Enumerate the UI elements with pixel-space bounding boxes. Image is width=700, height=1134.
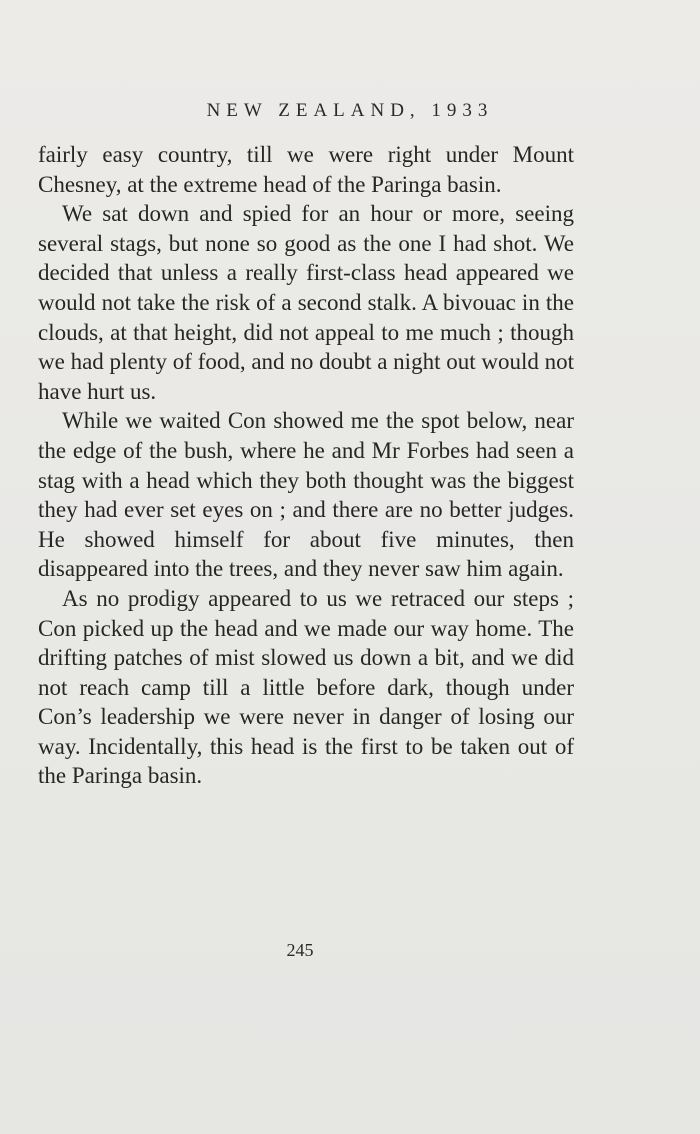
body-text bbox=[38, 140, 574, 791]
paragraph: As no prodigy appeared to us we retraced our steps ; Con picked up the head and we made our way home. The drifting patches of mist slowed us down a bit, and we did not reach camp till a little before dark, though under Con’s leadership we were never in danger of losing our way. Incidentally, this head is the first to be taken out of the Paringa basin. bbox=[38, 585, 574, 789]
paragraph: While we waited Con showed me the spot below, near the edge of the bush, where he and Mr Forbes had seen a stag with a head which they both thought was the biggest they had ever set eyes on ; and there are no better judges. He showed himself for about five minutes, then disappeared into the trees, and they never saw him again. bbox=[38, 408, 574, 582]
running-head: NEW ZEALAND, 1933 bbox=[206, 100, 494, 121]
paragraph-continued: fairly easy country, till we were right under Mount Chesney, at the extreme head of the Paringa basin. bbox=[38, 142, 574, 197]
paragraph: We sat down and spied for an hour or more, seeing several stags, but none so good as the one I had shot. We decided that unless a really first-class head appeared we would not take the risk of a second stalk. A bivouac in the clouds, at that height, did not appeal to me much ; though we had plenty of food, and no doubt a night out would not have hurt us. bbox=[38, 201, 574, 404]
page-number: 245 bbox=[286, 940, 314, 960]
